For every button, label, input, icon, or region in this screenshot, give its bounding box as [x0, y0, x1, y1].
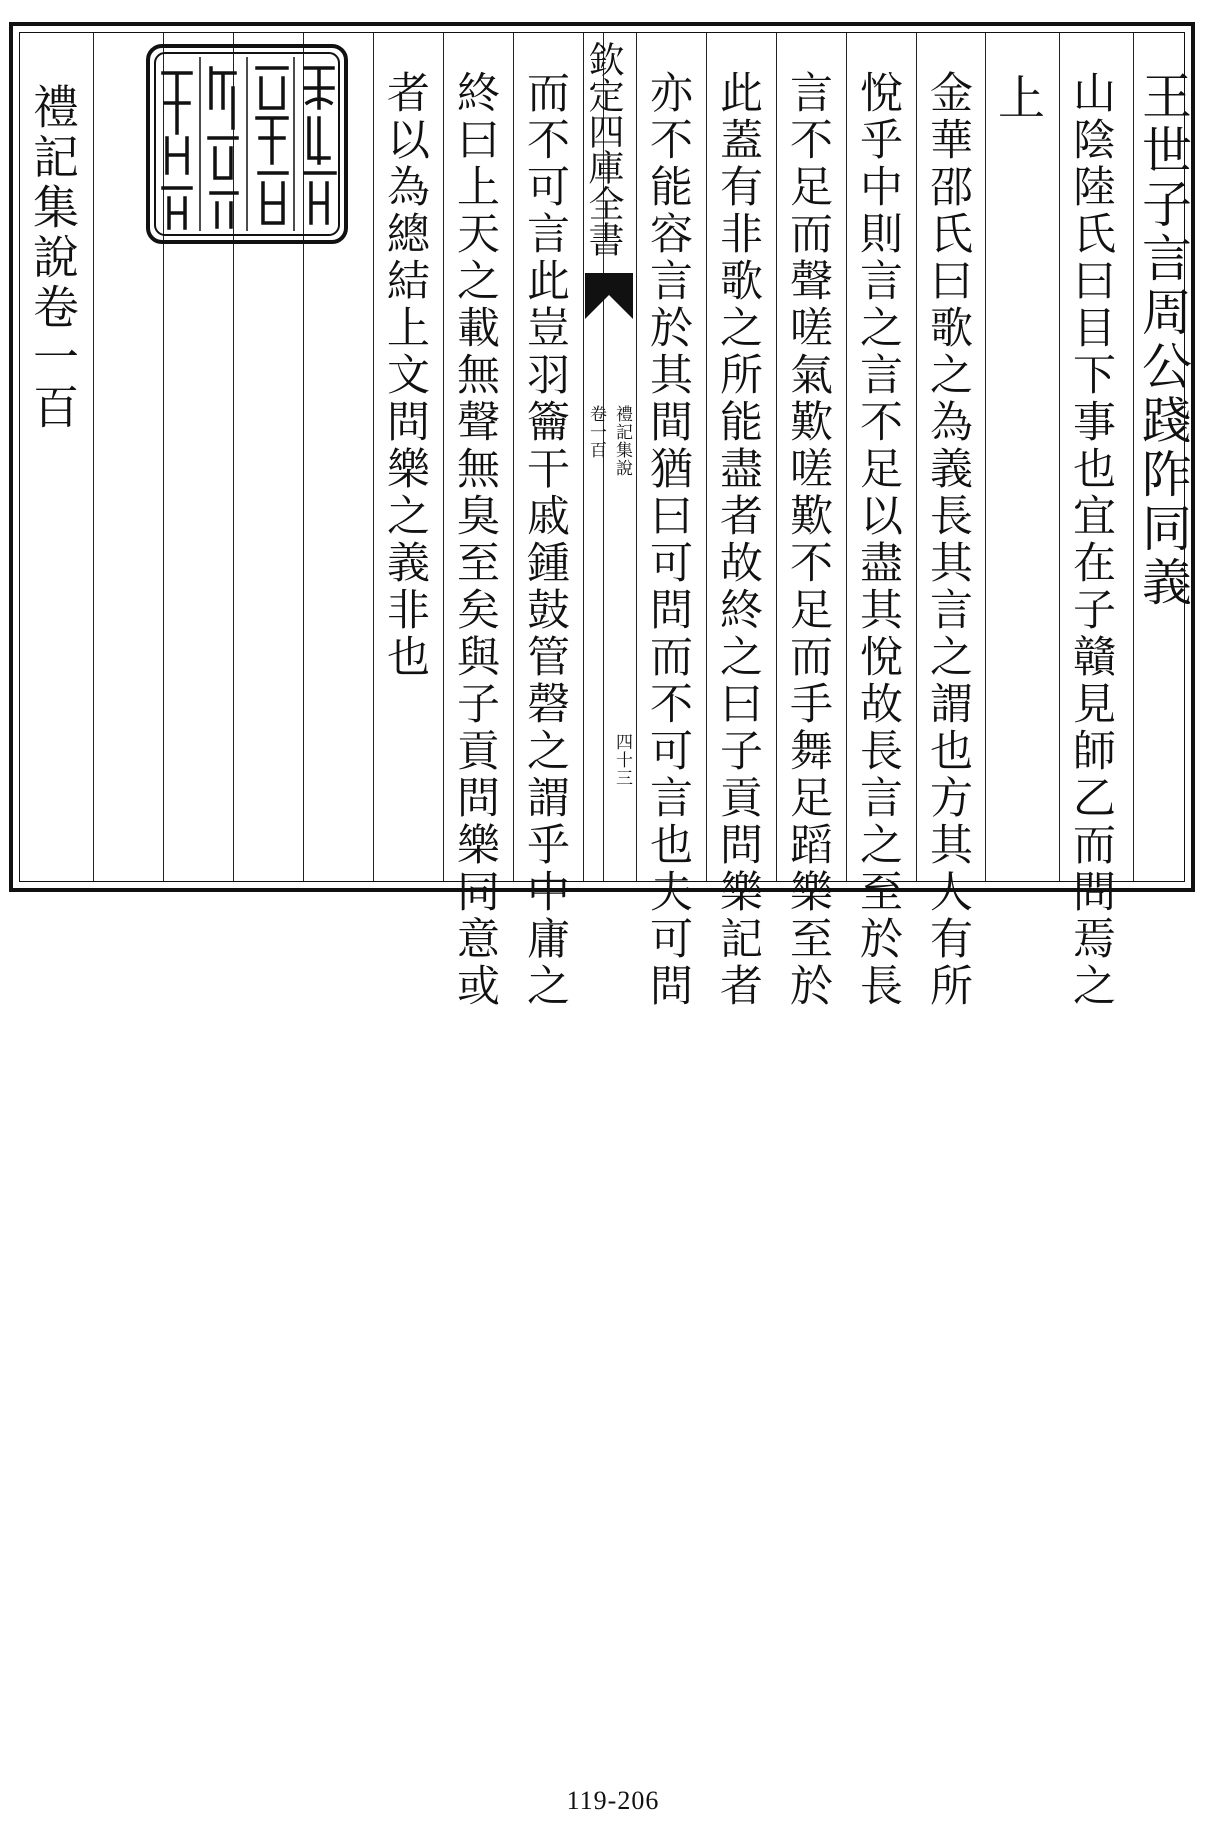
imperial-seal-icon: [145, 43, 349, 245]
page-number: 119-206: [566, 1786, 660, 1815]
text-column: 此蓋有非歌之所能盡者故終之曰子貢問樂記者: [713, 70, 763, 1010]
column-divider: [846, 33, 847, 881]
text-column: 金華邵氏曰歌之為義長其言之謂也方其人有所: [923, 70, 973, 1010]
column-divider: [373, 33, 374, 881]
text-column: 言不足而聲嗟氣歎嗟歎不足而手舞足蹈樂至於: [783, 70, 833, 1010]
text-column: 王世子言周公踐阼同義: [1134, 70, 1192, 610]
column-divider: [513, 33, 514, 881]
column-divider: [1059, 33, 1060, 881]
text-column: 而不可言此豈羽籥干戚鍾鼓管磬之謂乎中庸之: [520, 70, 570, 1010]
banner-title: 欽定四庫全書: [583, 41, 624, 257]
fish-tail-mark: [585, 273, 633, 319]
text-column: 山陰陸氏曰目下事也宜在子贛見師乙而問焉之: [1066, 70, 1116, 1010]
banner-book: 禮記集說: [612, 405, 632, 477]
column-divider: [93, 33, 94, 881]
column-divider: [706, 33, 707, 881]
banner-volume: 卷一百: [586, 405, 606, 459]
text-column: 亦不能容言於其間猶曰可問而不可言也夫可問: [643, 70, 693, 1010]
text-column: 上: [990, 73, 1045, 124]
text-column: 悅乎中則言之言不足以盡其悅故長言之至於長: [853, 70, 903, 1010]
banner-leaf: 四十三: [612, 733, 632, 787]
inner-frame: [19, 32, 1192, 1010]
column-divider: [985, 33, 986, 881]
column-divider: [443, 33, 444, 881]
text-column: 終曰上天之載無聲無臭至矣與子貢問樂同意或: [450, 70, 500, 1010]
page-frame: [9, 22, 1195, 1010]
volume-end-title: 禮記集說卷一百: [26, 83, 80, 433]
column-divider: [776, 33, 777, 881]
text-column: 者以為總結上文問樂之義非也: [380, 70, 430, 681]
column-divider: [916, 33, 917, 881]
column-divider: [636, 33, 637, 881]
